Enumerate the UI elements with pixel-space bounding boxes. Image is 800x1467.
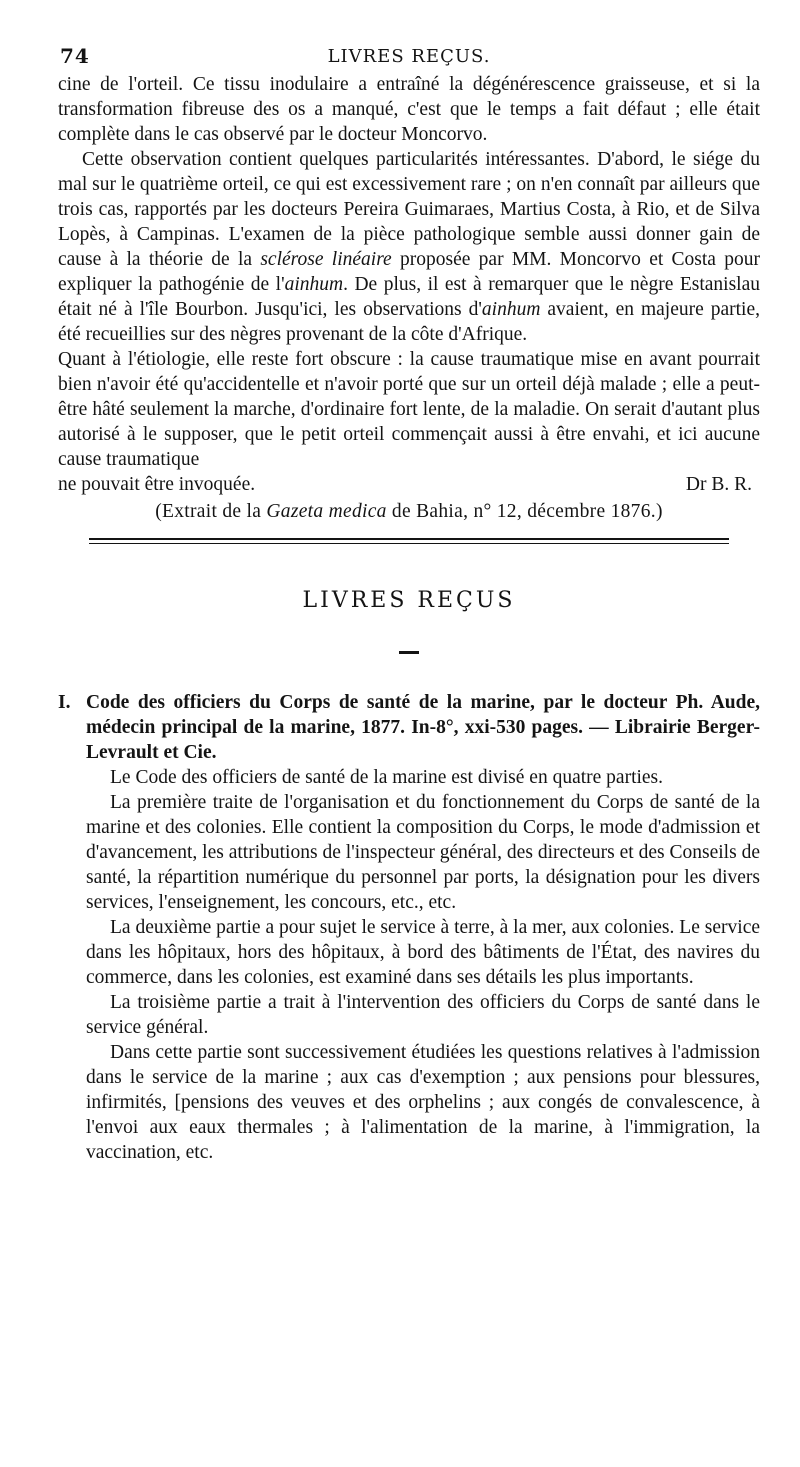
paragraph: Le Code des officiers de santé de la marine est divisé en quatre parties. xyxy=(110,767,664,788)
signature-line xyxy=(58,472,760,497)
paragraph: cine de l'orteil. Ce tissu inodulaire a entraîné la dégénérescence graisseuse, et si la transformation fibreuse des os a manqué, c'est que le temps a fait défaut ; elle était complète dans le cas observé par le docteur Moncorvo. xyxy=(58,74,760,145)
running-title: LIVRES REÇUS. xyxy=(327,46,491,67)
italic-term: sclérose linéaire xyxy=(260,249,392,270)
citation-text: de Bahia, n° 12, décembre 1876.) xyxy=(386,501,663,522)
paragraph xyxy=(58,147,760,347)
source-citation xyxy=(58,499,760,524)
paragraph-text: proposée par MM. Moncorvo et Costa pour expliquer la pathogénie de l' xyxy=(58,249,760,295)
section-title: LIVRES REÇUS xyxy=(302,588,516,613)
citation-text: (Extrait de la xyxy=(155,501,267,522)
paragraph: La première traite de l'organisation et du fonctionnement du Corps de santé de la marine et des colonies. Elle contient la composition du Corps, le mode d'admission et d'avancement, les attributions de l'inspecteur général, des directeurs et des Conseils de santé, la répartition numérique du personnel par ports, la désignation pour les divers services, l'enseignement, les concours, etc., etc. xyxy=(86,792,760,913)
paragraph-text: ne pouvait être invoquée. xyxy=(58,474,256,495)
paragraph: Dans cette partie sont successivement étudiées les questions relatives à l'admission dans le service de la marine ; aux cas d'exemption ; aux pensions pour blessures, infirmités, [pensions des veuves et des orphelins ; aux congés de convalescence, à l'envoi aux eaux thermales ; à l'alimentation de la marine, à l'immigration, la vaccination, etc. xyxy=(86,1042,760,1163)
paragraph: La troisième partie a trait à l'intervention des officiers du Corps de santé dans le service général. xyxy=(86,992,760,1038)
signature: Dr B. R. xyxy=(685,474,752,495)
italic-term: ainhum xyxy=(284,274,344,295)
article-body xyxy=(58,72,760,524)
paragraph: La deuxième partie a pour sujet le service à terre, à la mer, aux colonies. Le service dans les hôpitaux, hors des hôpitaux, à bord des bâtiments de l'État, des navires du commerce, dans les colonies, est examiné dans ses détails les plus importants. xyxy=(86,917,760,988)
italic-term: ainhum xyxy=(481,299,541,320)
book-entry xyxy=(58,690,760,1165)
paragraph-text: Cette observation contient quelques particularités intéressantes. D'abord, le siége du mal sur le quatrième orteil, ce qui est excessivement rare ; on n'en connaît par ailleurs que trois cas, rapportés par les docteurs Pereira Guimaraes, Martius Costa, à Rio, et de Silva Lopès, à Campinas. L'examen de la pièce pathologique semble aussi donner gain de cause à la théorie de la xyxy=(58,149,760,270)
journal-title: Gazeta medica xyxy=(266,501,387,522)
section-divider xyxy=(89,538,729,544)
paragraph-text: . De plus, il est à remarquer que le nègre Estanislau était né à l'île Bourbon. Jusqu'ici, les observations d' xyxy=(58,274,760,320)
paragraph: Quant à l'étiologie, elle reste fort obscure : la cause traumatique mise en avant pourrait bien n'avoir été qu'accidentelle et n'avoir porté que sur un orteil déjà malade ; elle a peut-être hâté seulement la marche, d'ordinaire fort lente, de la maladie. On serait d'autant plus autorisé à le supposer, que le petit orteil commençait aussi à être envahi, et ici aucune cause traumatique xyxy=(58,349,760,470)
running-head xyxy=(58,44,760,72)
entry-heading: Code des officiers du Corps de santé de la marine, par le docteur Ph. Aude, médecin principal de la marine, 1877. In-8°, xxi-530 pages. — Librairie Berger-Levrault et Cie. xyxy=(86,692,760,763)
entry-number: I. xyxy=(58,692,71,713)
short-dash-divider xyxy=(399,651,419,654)
paragraph-text: avaient, en majeure partie, été recueillies sur des nègres provenant de la côte d'Afrique. xyxy=(58,299,761,345)
page-number: 74 xyxy=(60,44,90,68)
